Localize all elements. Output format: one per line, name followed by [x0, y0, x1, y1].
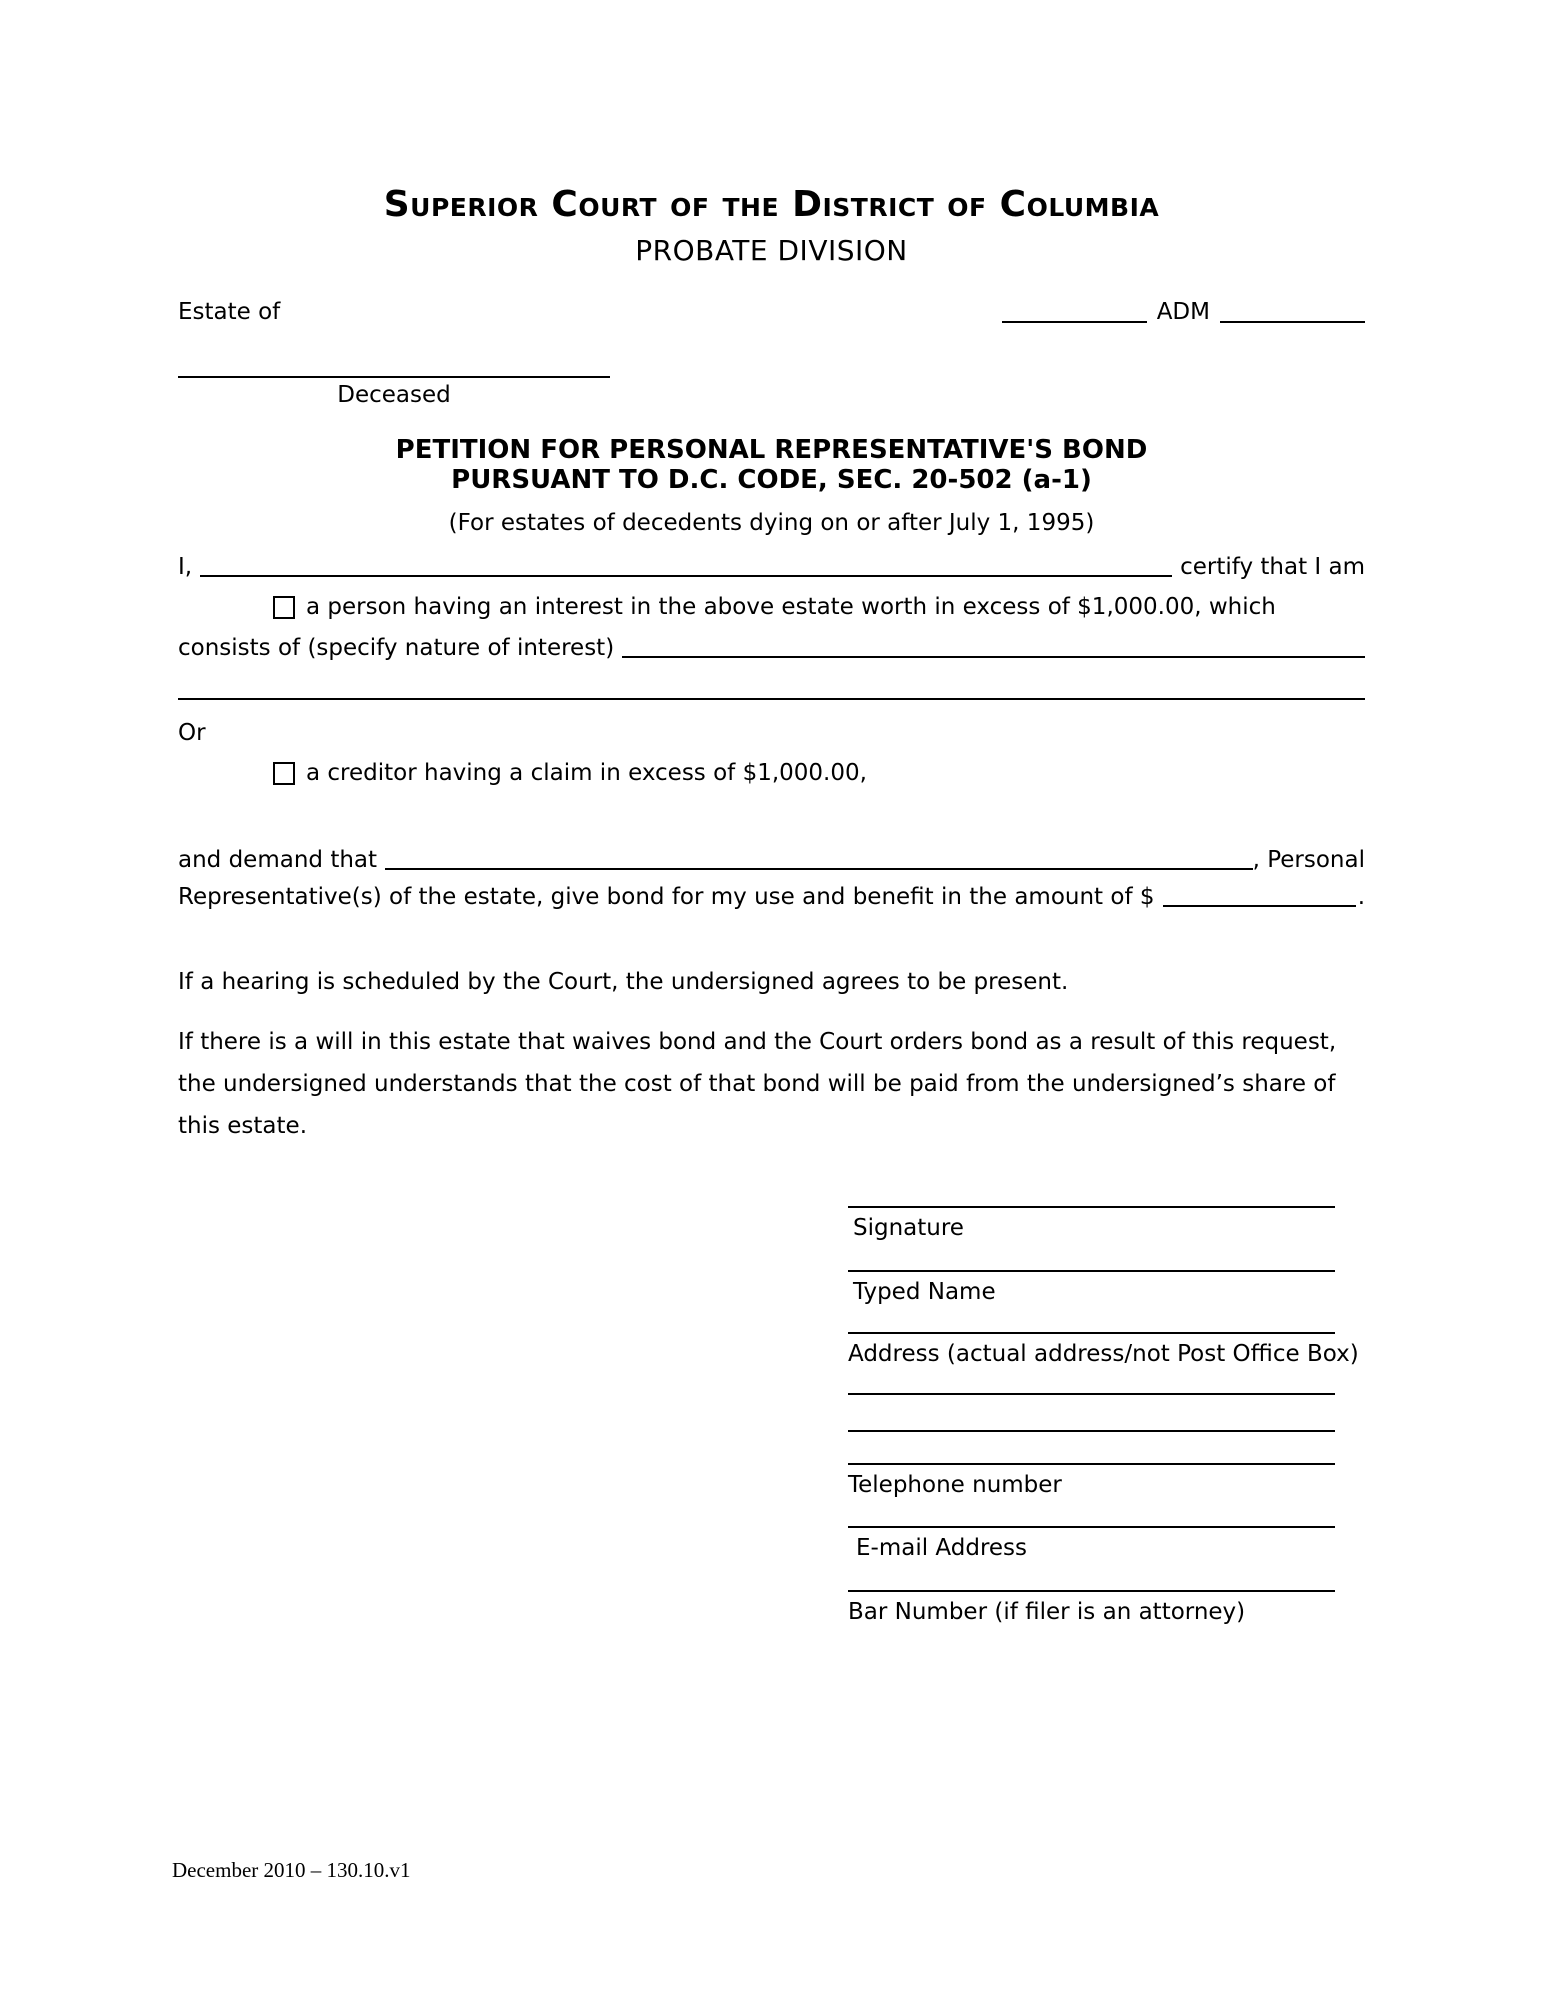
will-bond-line2: the undersigned understands that the cost of that bond will be paid from the undersigned’s share of	[178, 1071, 1336, 1097]
petition-title-line1: PETITION FOR PERSONAL REPRESENTATIVE'S BOND	[395, 435, 1148, 465]
petitioner-name-line[interactable]	[200, 575, 1172, 577]
person-interest-option	[178, 592, 1365, 622]
bar-number-label: Bar Number (if filer is an attorney)	[848, 1599, 1246, 1625]
certify-row	[178, 552, 1365, 582]
will-bond-line1: If there is a will in this estate that waives bond and the Court orders bond as a result of this request,	[178, 1029, 1337, 1055]
estate-of-label: Estate of	[178, 299, 281, 325]
certify-suffix: certify that I am	[1180, 554, 1365, 580]
demand-suffix: , Personal	[1252, 847, 1365, 873]
bar-number-line[interactable]	[848, 1590, 1335, 1592]
or-label: Or	[178, 720, 206, 746]
telephone-line[interactable]	[848, 1463, 1335, 1465]
person-interest-label: a person having an interest in the above estate worth in excess of $1,000.00, which	[306, 594, 1276, 620]
consists-label: consists of (specify nature of interest)	[178, 635, 615, 661]
representative-name-line[interactable]	[385, 868, 1253, 870]
typed-name-label: Typed Name	[853, 1279, 996, 1305]
creditor-label: a creditor having a claim in excess of $1,000.00,	[306, 760, 867, 786]
email-label: E-mail Address	[856, 1535, 1028, 1561]
form-content	[178, 0, 1365, 2000]
demand-row	[178, 845, 1365, 875]
person-interest-checkbox[interactable]	[273, 596, 295, 619]
petition-title-line2: PURSUANT TO D.C. CODE, SEC. 20-502 (a-1)	[451, 465, 1092, 495]
amount-text: Representative(s) of the estate, give bond for my use and benefit in the amount of $	[178, 884, 1155, 910]
address-label: Address (actual address/not Post Office Box)	[848, 1341, 1359, 1367]
case-number-suffix-line[interactable]	[1220, 321, 1365, 323]
address-line-2[interactable]	[848, 1393, 1335, 1395]
division-subtitle: PROBATE DIVISION	[635, 234, 908, 267]
form-version: December 2010 – 130.10.v1	[172, 1858, 411, 1882]
court-title: Superior Court of the District of Columbia	[383, 184, 1160, 225]
petition-applicability: (For estates of decedents dying on or after July 1, 1995)	[448, 510, 1095, 536]
interest-nature-row	[178, 633, 1365, 663]
amount-suffix: .	[1357, 884, 1365, 910]
will-bond-paragraph	[178, 1021, 1365, 1147]
creditor-option	[178, 758, 1365, 788]
address-line-1[interactable]	[848, 1332, 1335, 1334]
interest-nature-line-2[interactable]	[178, 698, 1365, 700]
case-number-prefix-line[interactable]	[1002, 321, 1147, 323]
adm-label: ADM	[1156, 299, 1210, 325]
caption-row	[178, 297, 1365, 327]
interest-nature-line[interactable]	[622, 656, 1365, 658]
deceased-label: Deceased	[337, 382, 451, 408]
creditor-checkbox[interactable]	[273, 762, 295, 785]
signature-block	[848, 1206, 1359, 1626]
signature-line[interactable]	[848, 1206, 1335, 1208]
telephone-label: Telephone number	[848, 1472, 1062, 1498]
will-bond-line3: this estate.	[178, 1113, 308, 1139]
address-line-3[interactable]	[848, 1430, 1335, 1432]
bond-amount-line[interactable]	[1163, 905, 1356, 907]
bond-amount-row	[178, 882, 1365, 912]
i-prefix: I,	[178, 554, 193, 580]
email-line[interactable]	[848, 1526, 1335, 1528]
petition-title	[178, 435, 1365, 495]
signature-label: Signature	[853, 1215, 964, 1241]
demand-prefix: and demand that	[178, 847, 378, 873]
typed-name-line[interactable]	[848, 1270, 1335, 1272]
hearing-statement: If a hearing is scheduled by the Court, the undersigned agrees to be present.	[178, 969, 1069, 995]
case-number-group	[1002, 297, 1365, 327]
estate-name-line[interactable]	[178, 376, 610, 378]
